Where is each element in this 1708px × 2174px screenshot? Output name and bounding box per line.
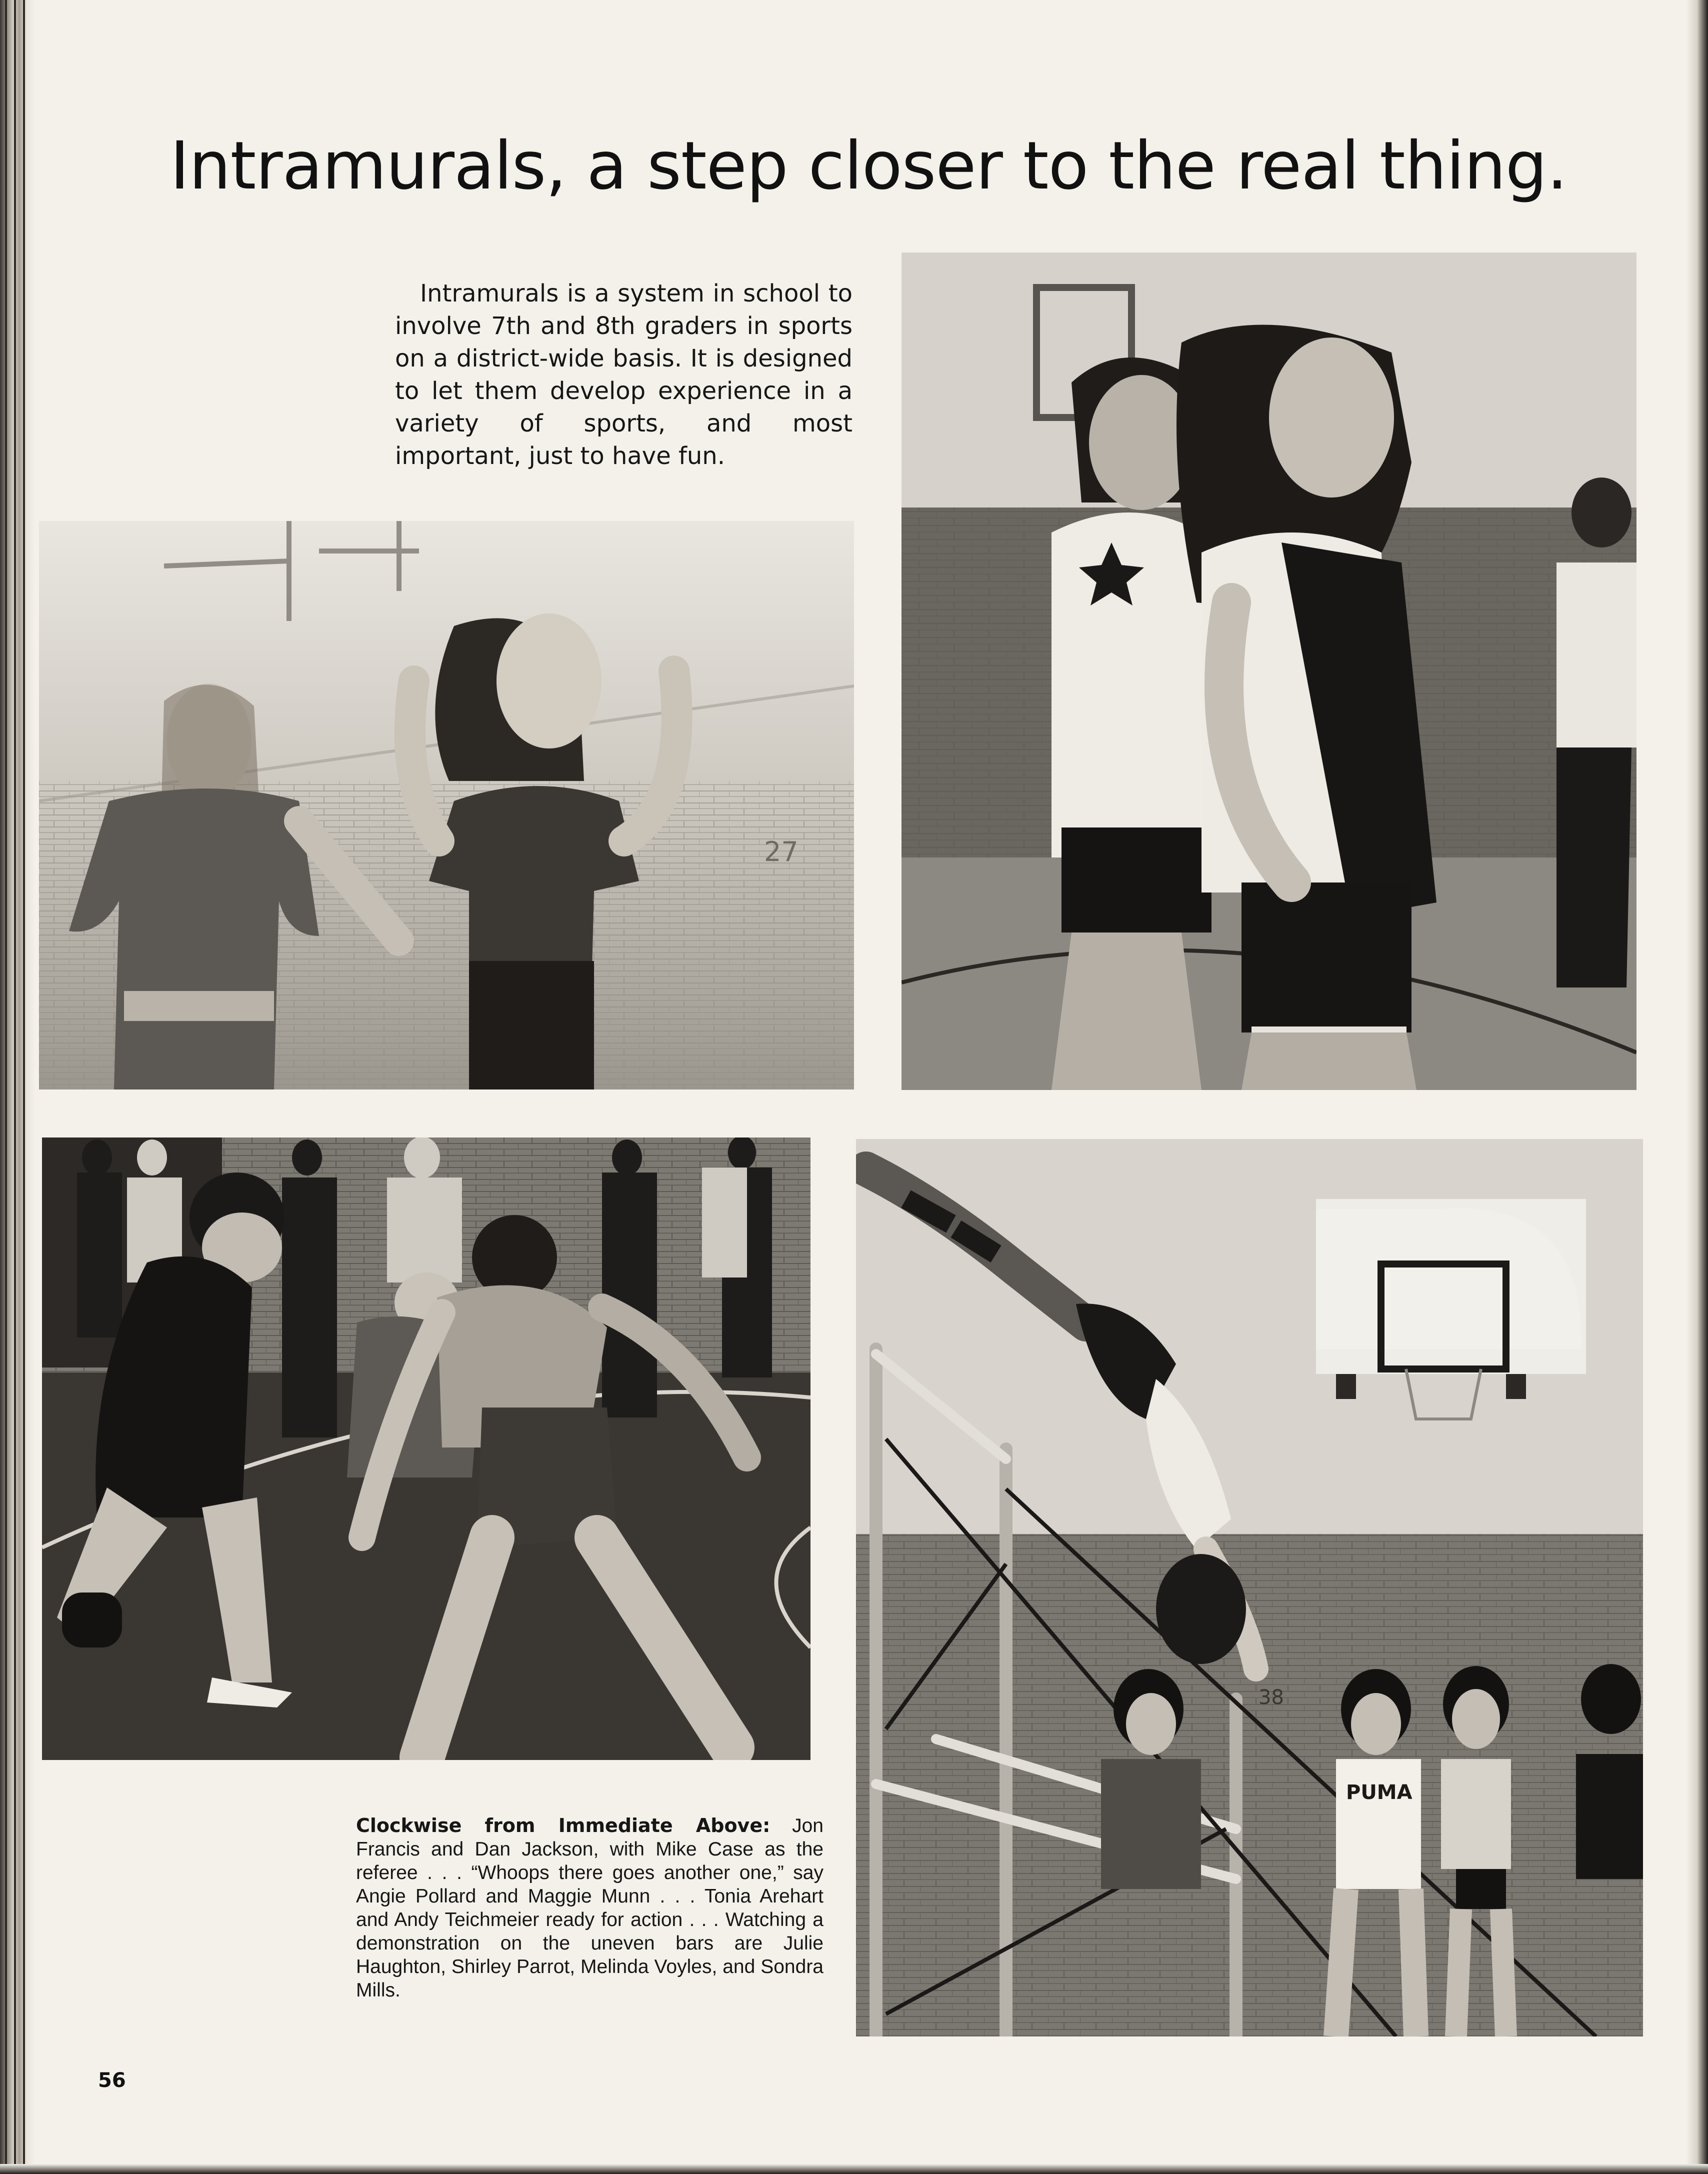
- page-headline: Intramurals, a step closer to the real thing.: [170, 128, 1568, 204]
- photo-wrestling-image: [42, 1138, 810, 1760]
- page-edge-shadow: [1686, 0, 1708, 2174]
- caption-body: Jon Francis and Dan Jackson, with Mike Case as the referee . . . “Whoops there goes another one,” say Angie Pollard and Maggie Munn . . . Tonia Arehart and Andy Teichmeier ready for action . . . Watching a demonstration on the uneven bars are Julie Haughton, Shirley Parrot, Melinda Voyles, and Sondra Mills.: [356, 1815, 824, 2001]
- wall-number: 27: [764, 836, 798, 868]
- wall-number: 38: [1258, 1686, 1284, 1709]
- binding-line: [5, 0, 7, 2174]
- shirt-lettering: PUMA: [1346, 1781, 1412, 1804]
- photo-caption: [356, 1814, 824, 2002]
- photo-uneven-bars-image: [856, 1139, 1643, 2036]
- binding-line: [14, 0, 16, 2174]
- intro-paragraph: Intramurals is a system in school to involve 7th and 8th graders in sports on a district-wide basis. It is designed to let them develop experience in a variety of sports, and most important, just to have fun.: [395, 280, 852, 470]
- page-number: 56: [98, 2069, 126, 2092]
- binding-line: [23, 0, 25, 2174]
- photo-volleyball-girls-image: [39, 521, 854, 1090]
- caption-lead: Clockwise from Immediate Above:: [356, 1814, 770, 1836]
- page-bottom-edge: [0, 2164, 1708, 2174]
- photo-girls-gym-floor: [902, 252, 1636, 1090]
- photo-girls-gym-floor-image: [902, 252, 1636, 1090]
- photo-uneven-bars: [856, 1139, 1643, 2036]
- photo-volleyball-girls: [39, 521, 854, 1090]
- photo-wrestling: [42, 1138, 810, 1760]
